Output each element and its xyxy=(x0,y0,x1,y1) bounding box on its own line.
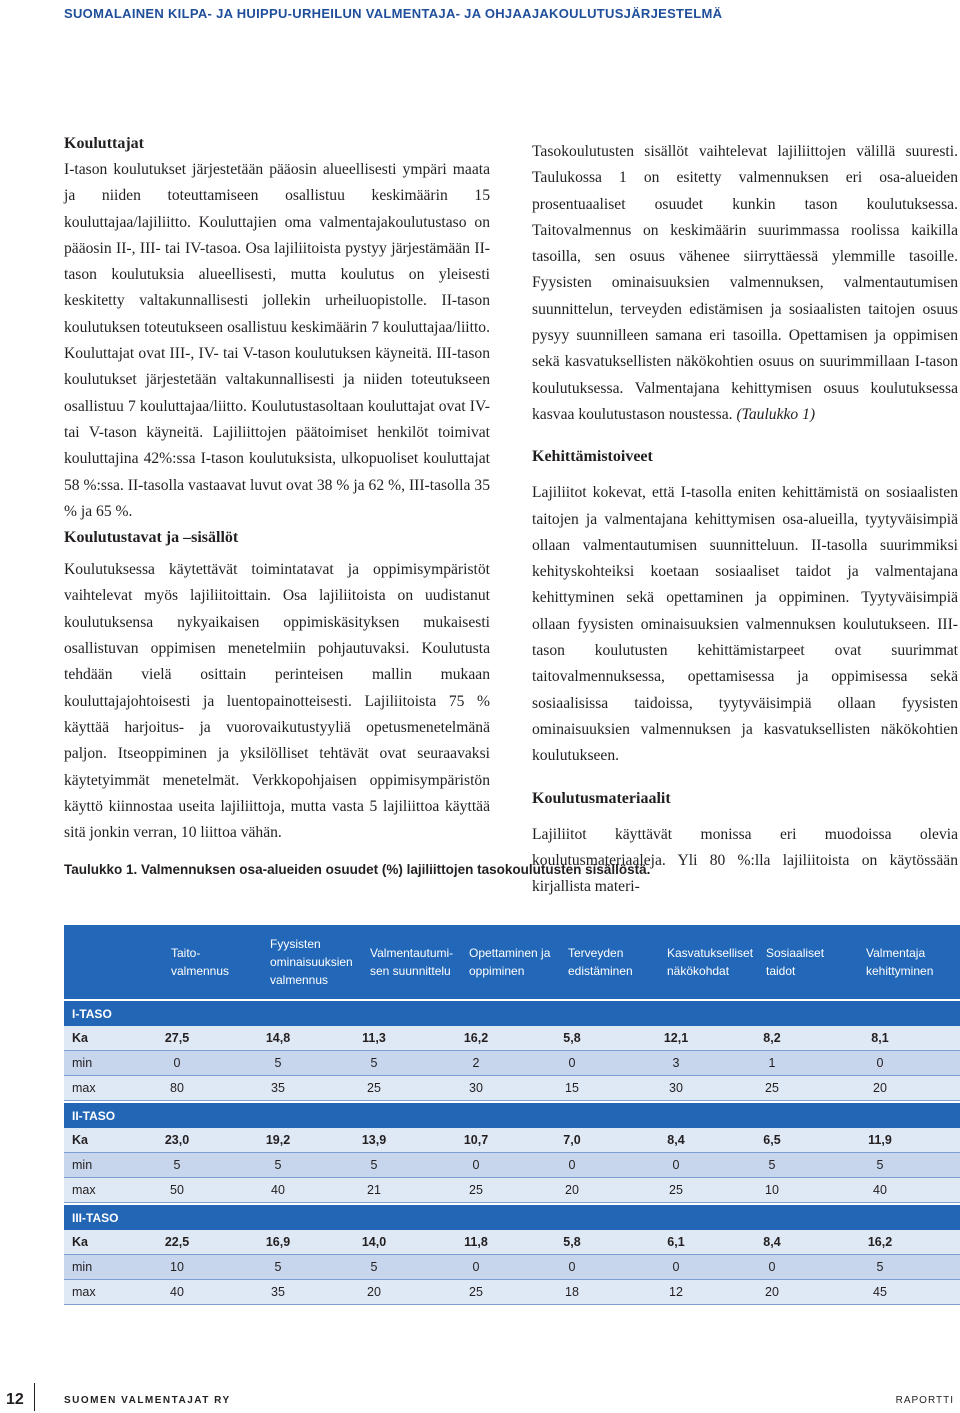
column-header: Fyysisten ominaisuuksien valmennus xyxy=(270,937,353,987)
column-header: Sosiaaliset taidot xyxy=(766,946,825,978)
heading-koulutusmateriaalit: Koulutusmateriaalit xyxy=(532,789,671,807)
table-row xyxy=(64,1051,960,1076)
row-label: max xyxy=(72,1081,96,1095)
table-cell: 6,5 xyxy=(763,1133,781,1147)
table-cell: 22,5 xyxy=(164,1235,190,1249)
table-cell: 10,7 xyxy=(463,1133,489,1147)
column-header: Opettaminen ja oppiminen xyxy=(469,946,551,978)
table-cell: 0 xyxy=(768,1260,776,1274)
table-cell: 16,2 xyxy=(867,1235,893,1249)
table-cell: 20 xyxy=(367,1285,381,1299)
table-cell: 0 xyxy=(876,1056,884,1070)
table-cell: 80 xyxy=(170,1081,184,1095)
table-cell: 40 xyxy=(873,1183,887,1197)
footer-organization: SUOMEN VALMENTAJAT RY xyxy=(64,1395,231,1406)
page-footer xyxy=(0,1393,960,1411)
row-label: Ka xyxy=(72,1235,88,1249)
table-header xyxy=(64,925,960,999)
table-cell: 5 xyxy=(274,1056,282,1070)
table-cell: 5 xyxy=(876,1158,884,1172)
table-cell: 7,0 xyxy=(563,1133,581,1147)
table-cell: 25 xyxy=(469,1285,483,1299)
heading-kouluttajat: Kouluttajat xyxy=(64,135,144,152)
page-number: 12 xyxy=(6,1391,24,1408)
table-cell: 25 xyxy=(367,1081,381,1095)
table-cell: 8,4 xyxy=(763,1235,781,1249)
table-cell: 40 xyxy=(271,1183,285,1197)
table-cell: 8,1 xyxy=(871,1031,889,1045)
table-cell: 40 xyxy=(170,1285,184,1299)
table-row xyxy=(64,1153,960,1178)
level-heading: III-TASO xyxy=(64,1205,960,1230)
column-header: Valmentaja kehittyminen xyxy=(866,946,934,978)
table-caption: Taulukko 1. Valmennuksen osa-alueiden osuudet (%) lajiliittojen tasokoulutusten sisällöstä. xyxy=(64,862,651,877)
table-row xyxy=(64,1128,960,1153)
row-label: max xyxy=(72,1285,96,1299)
table-cell: 12 xyxy=(669,1285,683,1299)
table-cell: 0 xyxy=(173,1056,181,1070)
table-cell: 16,2 xyxy=(463,1031,489,1045)
row-label: min xyxy=(72,1260,93,1274)
table-cell: 12,1 xyxy=(663,1031,689,1045)
table-cell: 16,9 xyxy=(265,1235,291,1249)
heading-koulutustavat: Koulutustavat ja –sisällöt xyxy=(64,529,239,547)
table-cell: 50 xyxy=(170,1183,184,1197)
table-row xyxy=(64,1076,960,1101)
running-header: SUOMALAINEN KILPA- JA HUIPPU-URHEILUN VALMENTAJA- JA OHJAAJAKOULUTUSJÄRJESTELMÄ xyxy=(64,6,723,21)
table-cell: 35 xyxy=(271,1285,285,1299)
table-body xyxy=(64,1001,960,1305)
table-cell: 0 xyxy=(672,1260,680,1274)
table-cell: 45 xyxy=(873,1285,887,1299)
column-header: Kasvatukselliset näkökohdat xyxy=(667,946,754,978)
table-cell: 5 xyxy=(370,1158,378,1172)
table-row xyxy=(64,1280,960,1305)
column-header: Taito- valmennus xyxy=(171,946,230,978)
table-cell: 11,3 xyxy=(362,1031,386,1045)
table-cell: 5 xyxy=(370,1056,378,1070)
table-cell: 30 xyxy=(669,1081,683,1095)
table-cell: 19,2 xyxy=(265,1133,291,1147)
table-row xyxy=(64,1026,960,1051)
row-label: Ka xyxy=(72,1031,88,1045)
table-cell: 20 xyxy=(765,1285,779,1299)
table-cell: 25 xyxy=(669,1183,683,1197)
column-header: Valmentautumi- sen suunnittelu xyxy=(370,946,454,978)
paragraph-tasokoulutukset xyxy=(532,139,958,428)
table-cell: 5,8 xyxy=(563,1031,581,1045)
table-reference: (Taulukko 1) xyxy=(736,405,816,423)
right-column xyxy=(532,139,958,900)
table-cell: 20 xyxy=(873,1081,887,1095)
paragraph-koulutusmateriaalit: Lajiliitot käyttävät monissa eri muodoissa olevia koulutusmateriaaleja. Yli 80 %:lla lajiliitoista on käytössään kirjallista materi- xyxy=(532,825,958,896)
table-cell: 10 xyxy=(170,1260,184,1274)
table-cell: 11,8 xyxy=(464,1235,488,1249)
table-cell: 0 xyxy=(568,1056,576,1070)
paragraph-kehittamistoiveet: Lajiliitot kokevat, että I-tasolla eniten kehittämistä on sosiaalisten taitojen ja valmentajana kehittymisen osa-alueilla, tyytyväisimpiä ollaan valmentautumisen suunnitteluun. II-tasolla suurimmiksi kehityskohteiksi koetaan sosiaaliset taidot ja valmentajana kehittyminen sekä opettaminen ja oppiminen. Tyytyväisimpiä ollaan fyysisten ominaisuuksien valmennuksen koulutukseen. III-tason koulutusten kehittämistarpeet ovat suurimmat taitovalmennuksessa, opettamisessa ja oppimisessa sekä sosiaalisissa taidoissa, tyytyväisimpiä ollaan fyysisten ominaisuuksien valmennuksen ja kasvatuksellisten näkökohtien koulutukseen. xyxy=(532,484,958,765)
heading-kehittamistoiveet: Kehittämistoiveet xyxy=(532,448,653,466)
table-cell: 0 xyxy=(672,1158,680,1172)
table-cell: 15 xyxy=(565,1081,579,1095)
table-cell: 5 xyxy=(876,1260,884,1274)
table-cell: 8,4 xyxy=(667,1133,685,1147)
table-cell: 14,8 xyxy=(265,1031,291,1045)
table-cell: 8,2 xyxy=(763,1031,781,1045)
table-cell: 5 xyxy=(274,1158,282,1172)
table-cell: 5 xyxy=(173,1158,181,1172)
table-cell: 13,9 xyxy=(361,1133,387,1147)
table-cell: 11,9 xyxy=(868,1133,892,1147)
table-cell: 5 xyxy=(274,1260,282,1274)
table-cell: 3 xyxy=(672,1056,680,1070)
level-heading: II-TASO xyxy=(64,1103,960,1128)
column-header: Terveyden edistäminen xyxy=(568,946,633,978)
table-cell: 1 xyxy=(768,1056,776,1070)
row-label: min xyxy=(72,1158,93,1172)
row-label: min xyxy=(72,1056,93,1070)
table-cell: 25 xyxy=(469,1183,483,1197)
row-label: Ka xyxy=(72,1133,88,1147)
table-cell: 5 xyxy=(768,1158,776,1172)
paragraph-koulutustavat: Koulutuksessa käytettävät toimintatavat ja oppimisympäristöt vaihtelevat myös lajiliitoittain. Osa lajiliitoista on uudistanut koulutuksensa nykyaikaisen oppimiskäsityksen mukaisesti osallistuvan oppimisen menetelmiin pohjautuvaksi. Koulutusta tehdään vielä osittain perinteisen mallin mukaan kouluttajajohtoisesti ja luentopainotteisesti. Lajiliitoista 75 % käyttää harjoitus- ja vuorovaikutustyyliä opetusmenetelmänä paljon. Itseoppiminen ja yksilölliset tehtävät ovat seuraavaksi käytetyimmät menetelmät. Verkkopohjaisen oppimisympäristön käyttö kiinnostaa useita lajiliittoja, mutta vasta 5 lajiliittoa käyttää sitä jonkin verran, 10 liittoa vähän. xyxy=(64,561,490,842)
table-cell: 20 xyxy=(565,1183,579,1197)
level-heading: I-TASO xyxy=(64,1001,960,1026)
data-table xyxy=(64,925,960,1305)
table-cell: 0 xyxy=(472,1260,480,1274)
table-cell: 27,5 xyxy=(164,1031,190,1045)
paragraph-kouluttajat: I-tason koulutukset järjestetään pääosin alueellisesti ympäri maata ja niiden toteuttamiseen osallistuu keskimäärin 15 kouluttajaa/lajiliitto. Kouluttajien oma valmentajakoulutustaso on pääosin II-, III- tai IV-tasoa. Osa lajiliitoista pystyy järjestämään II-tason koulutuksia alueellisesti, mutta koulutus on yleisesti keskitetty valtakunnallisesti jollekin urheiluopistolle. II-tason koulutuksen toteutukseen osallistuu keskimäärin 7 kouluttajaa/liitto. Kouluttajat ovat III-, IV- tai V-tason koulutuksen käyneitä. III-tason koulutukset järjestetään valtakunnallisesti ja niiden toteutukseen osallistuu 7 kouluttajaa/liitto. Koulutustasoltaan kouluttajat ovat IV- tai V-tason käyneitä. Lajiliittojen päätoimiset henkilöt toimivat kouluttajina 42%:ssa I-tason koulutuksista, ulkopuoliset kouluttajat 58 %:ssa. II-tasolla vastaavat luvut ovat 38 % ja 62 %, III-tasolla 35 % ja 65 %. xyxy=(64,161,490,520)
table-cell: 2 xyxy=(472,1056,480,1070)
table-cell: 30 xyxy=(469,1081,483,1095)
table-row xyxy=(64,1178,960,1203)
table-cell: 23,0 xyxy=(164,1133,190,1147)
table-cell: 5,8 xyxy=(563,1235,581,1249)
table-cell: 5 xyxy=(370,1260,378,1274)
row-label: max xyxy=(72,1183,96,1197)
table-cell: 18 xyxy=(565,1285,579,1299)
table-row xyxy=(64,1230,960,1255)
table-cell: 21 xyxy=(367,1183,381,1197)
left-column xyxy=(64,131,490,846)
footer-divider xyxy=(34,1383,35,1411)
table-row xyxy=(64,1255,960,1280)
table-cell: 6,1 xyxy=(667,1235,685,1249)
footer-publication: RAPORTTI xyxy=(895,1395,954,1406)
table-cell: 0 xyxy=(568,1158,576,1172)
table-cell: 10 xyxy=(765,1183,779,1197)
table-cell: 35 xyxy=(271,1081,285,1095)
table-cell: 0 xyxy=(472,1158,480,1172)
paragraph-tasokoulutukset-text: Tasokoulutusten sisällöt vaihtelevat lajiliittojen välillä suuresti. Taulukossa 1 on esitetty valmennuksen eri osa-alueiden prosentuaaliset osuudet kunkin tason koulutuksessa. Taitovalmennus on keskimäärin suurimmassa roolissa kaikilla tasoilla, sen osuus vähenee siirryttäessä ylemmille tasoille. Fyysisten ominaisuuksien valmennuksen, valmentautumisen suunnittelun, terveyden edistämisen ja sosiaalisten taitojen osuus pysyy suunnilleen samana eri tasoilla. Opettamisen ja oppimisen sekä kasvatuksellisten näkökohtien osuus on suurimmillaan I-tason koulutuksessa. Valmentajana kehittymisen osuus koulutuksessa kasvaa koulutustason noustessa. xyxy=(532,143,958,423)
table-cell: 0 xyxy=(568,1260,576,1274)
table-cell: 14,0 xyxy=(361,1235,387,1249)
table-cell: 25 xyxy=(765,1081,779,1095)
